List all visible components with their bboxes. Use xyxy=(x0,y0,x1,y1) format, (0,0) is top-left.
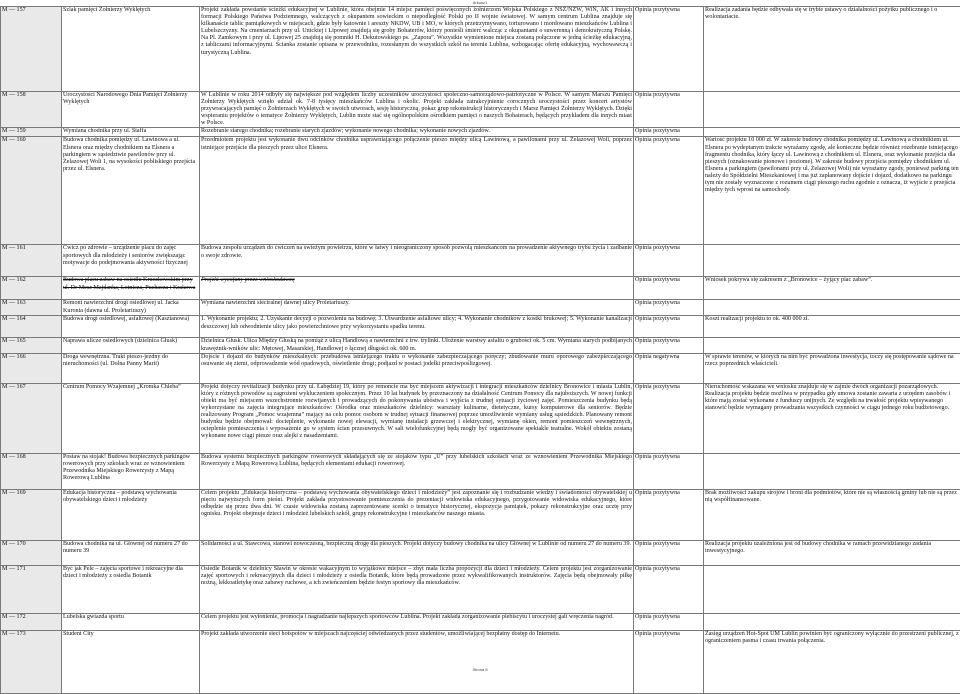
project-id: M — 170 xyxy=(2,541,60,548)
project-name: Budowa drogi osiedlowej, asfaltowej (Kasztanowa) xyxy=(63,316,198,323)
project-id: M — 159 xyxy=(2,128,60,135)
project-id: M — 157 xyxy=(2,7,60,14)
project-name: Budowa chodnika na ul. Głównej od numeru 27 do numeru 39 xyxy=(63,541,198,555)
table-row xyxy=(1,383,960,453)
project-name: Budowa chodnika pomiędzy ul. Lawinowa a ul. Elsnera oraz między chodnikiem na Elsnera a parkingiem w sąsiedztwie pawilonów przy ul. Żelazowej Woli 1, na wysokości pobliskiego przejścia przez ul. Elsnera. xyxy=(63,137,198,172)
project-name: Centrum Pomocy Wzajemnej „Kromka Chleba” xyxy=(63,384,198,391)
project-description: Przedmiotem projektu jest wykonanie dwu odcinków chodnika usprawniającego połączenie pieszo między ulicą Lawinową, a pawilonami przy ul. Żelazowej Woli, poprzez istniejące przejście dla pieszych przez ulice Elsnera. xyxy=(201,137,632,151)
project-id: M — 173 xyxy=(2,631,60,638)
project-id: M — 169 xyxy=(2,490,60,497)
project-id: M — 164 xyxy=(2,316,60,323)
project-description: Celem projektu jest wyłonienie, promocja i nagradzanie najlepszych sportowców Lublina. Projekt zakłada zorganizowanie plebiscytu i uroczystej gali wręczenia nagród. xyxy=(201,614,632,621)
project-opinion: Opinia pozytywna xyxy=(635,631,702,638)
project-name: Ćwicz po zdrowie – urządzenie placu do zajęć sportowych dla młodzieży i seniorów zwiększając motywacje do podejmowania aktywności fizycznej xyxy=(63,245,198,266)
project-opinion: Opinia pozytywna xyxy=(635,384,702,391)
project-name: Postaw na stojak! Budowa bezpiecznych parkingów rowerowych przy szkołach wraz ze wznowieniem Przewodnika Miejskiego Rowerzysty z Mapą Rowerową Lublina xyxy=(63,454,198,482)
project-opinion: Opinia pozytywna xyxy=(635,92,702,99)
project-remarks: Realizacja zadania będzie odbywała się w trybie ustawy o działalności pożytku publicznego i o wolontariacie. xyxy=(705,7,959,21)
table-row xyxy=(1,128,960,137)
table-row xyxy=(1,540,960,565)
project-id: M — 171 xyxy=(2,566,60,573)
project-description: Wymiana nawierzchni sieciralnej dawnej ulicy Proletariuszy. xyxy=(201,300,632,307)
project-opinion: Opinia pozytywna xyxy=(635,316,702,323)
project-remarks: Brak możliwości zakupu strojów i broni dla podmiotów, które nie są własnością gminy lub nie są przez nią współfinansowane. xyxy=(705,490,959,504)
table-row xyxy=(1,245,960,277)
project-remarks: Koszt realizacji projektu to ok. 400 000 zł. xyxy=(705,316,959,323)
project-remarks: Wniosek pokrywa się zakresem z „Bronowice – żyjący plac zabaw”. xyxy=(705,277,959,284)
project-description: W Lublinie w roku 2014 odbyły się największe pod względem liczby uczestników uroczystości społeczno-samorządowo-patriotyczne w Polsce. W samym Marszu Pamięci Żołnierzy Wyklętych wzięło udział ok. 7-8 tysięcy mieszkańców Lublina i okolic. Projekt zakłada zatrakcyjnienie corocznych uroczystości przez koncert artystów przywracających pamięć o Żołnierzach Wyklętych w swoich utworach, sesję historyczną, pokaz grup rekonstrukcji historycznych i Marsz Pamięci Żołnierzy Wyklętych. Dzięki wspieraniu projektów o tematyce Żołnierzy Wyklętych, Lublin może stać się ogólnopolskim ośrodkiem pamięci o naszych Bohaterach, będących przykładem dla innych miast w Polsce. xyxy=(201,92,632,127)
project-name: Remont nawierzchni drogi osiedlowej ul. Jacka Kuronia (dawna ul. Proletariuszy) xyxy=(63,300,198,314)
table-row xyxy=(1,613,960,630)
project-id: M — 162 xyxy=(2,277,60,284)
project-description: 1. Wykonanie projektu; 2. Uzyskanie decyzji o pozwoleniu na budowę; 3. Utwardzenie asfaltowe ulicy; 4. Wykonanie chodników z kostki brukowej; 5. Wykonanie kanalizacji deszczowej lub odwodnienie ulicy jako powierzchniowe przy wykorzystaniu spadku terenu. xyxy=(201,316,632,330)
sheet-title: Arkusz1 xyxy=(0,0,960,6)
project-opinion: Opinia pozytywna xyxy=(635,277,702,284)
project-id: M — 160 xyxy=(2,137,60,144)
project-name: Lubelska gwiazda sportu xyxy=(63,614,198,621)
project-opinion: Opinia pozytywna xyxy=(635,490,702,497)
project-id: M — 168 xyxy=(2,454,60,461)
projects-table xyxy=(0,6,960,694)
table-row xyxy=(1,277,960,300)
project-remarks: Wartość projektu 10 000 zł. W zakresie budowy chodnika pomiędzy ul. Lawinową a chodnikiem ul. Elsnera po wydeptanym trakcie wyraźamy zgodę, ale konieczne będzie również rozebranie istniejącego fragmentu chodnika, który łączy ul. Lawinową z chodnikiem ul. Elsnera, oraz wykonanie przejścia dla pieszych (oznakowanie pionowe i poziome). W zakresie budowy przejścia pomiędzy chodnikiem ul. Elsnera a parkingiem (pawilonami przy ul. Żelazowej Woli) nie wyrażamy zgody, ponieważ parking ten należy do Spółdzielni Mieszkaniowej i ma już zapłanowany dojście i dojazd, dodatkowo na parkingu tym nie zostały wyznaczone z rozumem ciągi pieszego ruchu zgodnie z oznacza, iż wyjście z przejścia między tych wprost na samochody. xyxy=(705,137,959,194)
project-description: Budowa systemu bezpiecznych parkingów rowerowych składających się ze stojaków typu „U” przy lubelskich szkołach wraz ze wznowieniem Przewodnika Miejskiego Rowerzysty z Mapą Rowerową Lublina, będących elementami edukacji rowerowej. xyxy=(201,454,632,468)
project-description: Projekt zakłada utworzenie sieci hotspotów w miejscach najczęściej odwiedzanych przez studentów, umożliwiającej bezpłatny dostęp do Internetu. xyxy=(201,631,632,638)
project-id: M — 163 xyxy=(2,300,60,307)
project-description: Solidarności a ul. Stawcowa, stanowi nowoczesną, bezpieczną drogę dla pieszych. Projekt dotyczy budowy chodnika na ulicy Głównej w Lublinie od numeru 27 do numeru 39. xyxy=(201,541,632,548)
projects-table-body xyxy=(1,7,960,694)
project-opinion: Opinia pozytywna xyxy=(635,541,702,548)
project-id: M — 166 xyxy=(2,354,60,361)
table-row xyxy=(1,489,960,540)
project-name: Być jak Pele – zajęcia sportowe i rekreacyjne dla dzieci i młodzieży z osiedla Botanik xyxy=(63,566,198,580)
project-name: Uroczystości Narodowego Dnia Pamięci Żołnierzy Wyklętych xyxy=(63,92,198,106)
table-row xyxy=(1,137,960,245)
project-opinion: Opinia pozytywna xyxy=(635,128,702,135)
project-name: Naprawa ulicze osiedlowych (dzielnica Głusk) xyxy=(63,338,198,345)
project-opinion: Opinia pozytywna xyxy=(635,566,702,573)
table-row xyxy=(1,92,960,128)
project-description: Osiedle Botanik w dzielnicy Sławin w okresie wakacyjnym to wyjątkowe miejsce – zbyt mała liczba propozycji dla dzieci i młodzieży. Celem projektu jest zorganizowanie zajęć sportowych i rekreacyjnych dla dzieci i młodzieży z osiedla Botanik, które będą prowadzone przez wykwalifikowanych instruktorów. Zajęcia będą obejmowały piłkę nożną, lekkoatletykę oraz zabawy ruchowe, a ich zwieńczeniem będzie festyn sportowy dla mieszkańców. xyxy=(201,566,632,587)
project-opinion: Opinia pozytywna xyxy=(635,137,702,144)
table-row xyxy=(1,353,960,383)
project-opinion: Opinia pozytywna xyxy=(635,614,702,621)
project-opinion: Opinia pozytywna xyxy=(635,338,702,345)
project-description: Projekt wycofany przez wnioskodawcę xyxy=(201,277,632,284)
project-name: Budowa placu zabaw na osiedlu Kruczkowskim przy ul. Dr Mesz Majdanka, Lotnicza, Puchacza i Krakowa xyxy=(63,277,198,291)
project-remarks: W sprawie terenów, w których na nim być prowadzona inwestycja, toczy się postępowanie sądowe na rzecz poprzednich właścicieli. xyxy=(705,354,959,368)
project-name: Student City xyxy=(63,631,198,638)
project-description: Dojście i dojazd do budynków mieszkalnych: przebudowa istniejącego traktu o wykonanie zabezpieczającego poręczy; zbudowanie muru oporowego zabezpieczającego osuwanie się ziemi, odprowadzenie wód opadowych, oświetlenie drogi; podjazd w postaci jodełki przeciwpoślizgowej. xyxy=(201,354,632,368)
project-id: M — 161 xyxy=(2,245,60,252)
project-opinion: Opinia negatywna xyxy=(635,354,702,361)
project-description: Dzielnica Głusk. Ulica Między Głuską na pomiąż z ulicą Handlową a nawierzchni z trw. trylinki. Ułożenie warstwy asfaltu o grubości ok. 5 cm. Wymiana starych podbijanych krawężnik-wników ulic: Mętowej, Masarskiej, Handlowej o łącznej długości ok. 600 m. xyxy=(201,338,632,352)
project-remarks: Zasięg urządzeń Hot-Spot UM Lublin powinien być ograniczony wyłącznie do przestrzeni publicznej, z ograniczeniem pasma i czasu trwania połączenia. xyxy=(705,631,959,645)
project-description: Projekt zakłada powstanie ścieżki edukacyjnej w Lublinie, która obejmie 14 miejsc pamięci poświęconych żołnierzom Wojska Polskiego z NSZ/NZW, WiN, AK i innych formacji Polskiego Państwa Podziemnego, walczących z okupantem sowieckim o niepodległość Polski po II wojnie światowej. W samym centrum Lublina znajduje się kilkanaście tablic pamiątkowych w miejscach, gdzie były katownie i areszty NKDW, UB i MO, w których przetrzymywano, torturowano i mordowano mieszkańców Lublina i Lubelszczyzny. Na cmentarzach przy ul. Unickiej i Lipowej znajdują się groby Bohaterów, którzy ponieśli śmierć walcząc z okupantami o suwerenną i demokratyczną Polskę. Na Pl. Zamkowym i przy ul. Lipowej 25 znajdują się pomniki H. Dekutowskiego ps. „Zapora”. Wszystkie wymienione miejsca zostaną połączone w jedną ścieżkę edukacyjną, z tabliczami informacyjnymi. Ścianka zostanie opisana w przewodniku, rozesłanym do wszystkich szkół na terenie Lublina, wzbogacając ofertę edukacyjną, wychowawczą i turystyczną Lublina. xyxy=(201,7,632,57)
table-row xyxy=(1,316,960,338)
table-row xyxy=(1,300,960,316)
project-remarks: Realizacja projektu uzależniona jest od budowy chodnika w ramach przewidzianego zadania inwestycyjnego. xyxy=(705,541,959,555)
table-row xyxy=(1,338,960,353)
project-remarks: Nieruchomość wskazana we wniosku znajduje się w zajmie dwóch organizacji pozarządowych. Realizacja projektu będzie możliwa w przypadku gdy umowa zostanie zawarta z urzędem zasobów i które mają zostać wykonane z funduszy unijnych. Ze względu na trwałość projektu wpisywanego stanowić będzie wymagany prowadzania wszystkich czynności w ciągu jednego roku budżetowego. xyxy=(705,384,959,412)
project-description: Celem projektu „Edukacja historyczna – podstawą wychowania obywatelskiego dzieci i młodzieży” jest zapoznanie się i rozbudzanie wiedzy i świadomości obywatelskiej u pięciu najwyższych form pieśni. Projekt zakłada przystosowanie pomieszczenia do prezentacji widowiska edukacyjnego, przygotowanie widowiska edukacyjnego, które odbędzie się przez dwa dni. W czasie widowiska zostaną zaprezentowane scenki o tematyce historycznej, ekspozycja pamiątek, pokazy rekonstrukcyjne oraz ucztę przy ognisku. Projekt obejmuje dzieci i młodzież lubelskich szkół, grupy rekonstrukcyjne i mieszkańców naszego miasta. xyxy=(201,490,632,518)
table-row xyxy=(1,453,960,489)
project-description: Rozebranie starego chodnika; rozebranie starych zjazdów; wykonanie nowego chodnika; wykonanie nowych zjazdów. xyxy=(201,128,632,135)
table-row xyxy=(1,630,960,693)
project-name: Wymiana chodnika przy ul. Staffa xyxy=(63,128,198,135)
project-opinion: Opinia pozytywna xyxy=(635,300,702,307)
project-id: M — 158 xyxy=(2,92,60,99)
project-name: Szlak pamięci Żołnierzy Wyklętych xyxy=(63,7,198,14)
project-opinion: Opinia pozytywna xyxy=(635,245,702,252)
project-opinion: Opinia pozytywna xyxy=(635,7,702,14)
project-description: Projekt dotyczy revitalizacji budynku przy ul. Łabędziej 19, który po remoncie ma być miejscem aktywizacji i integracji mieszkańców dzielnicy Bronowice i miasta Lublin, który z różnych powodów są zagrożeni wykluczeniem społecznym. Przez 10 lat budynek by przeznaczony na działalność Centrum Pomocy dla najuboższych. W nowej funkcji obiekt ma być miejscem wszechstronnie rozwijanych i prowadzących do pokonywania ubóstwa i wyjścia z trudnej sytuacji życiowej zajęć. Pomieszczenia budynku będą wykorzystane na zajęcia integrujące mieszkańców: Ośrodka oraz mieszkańców dzielnicy: warsztaty kulinarne, dietetyczne, kursy komputerowe dla seniorów. Będzie realizowany Program „Pomoc wzajemna” mający na celu pomoc osobom w trudnej sytuacji finansowej poprzez umożliwienie wymiany usług sąsiedzkich. Planowany remont budynku będzie obejmował: docieplenie, wykonanie nowej elewacji, wymianę instalacji grzewczej i elektrycznej, wymianę okien, remont pomieszczeń wewnętrznych, ocieplenie pomieszczenia i wyposażenie go w system ścian przesuwnych. W sali wielofunkcyjnej będą mogły być organizowane spektakle teatralne. Wokół obiektu zostaną wykonane nowe ciągi piesze oraz alejki z nasadzeniami. xyxy=(201,384,632,441)
page-number: Strona 8 xyxy=(0,667,960,672)
project-name: Edukacja historyczna – podstawą wychowania obywatelskiego dzieci i młodzieży xyxy=(63,490,198,504)
project-id: M — 167 xyxy=(2,384,60,391)
project-description: Budowa zespołu urządzeń do ćwiczeń na świeżym powietrzu, które w łatwy i nieograniczony sposób pozwolą mieszkańcom na prowadzenie aktywnego trybu życia i zadbanie o swoje zdrowie. xyxy=(201,245,632,259)
project-name: Droga wewnętrzna. Trakt pieszo-jezdny do nieruchomości (ul. Dolna Panny Marii) xyxy=(63,354,198,368)
table-row xyxy=(1,7,960,92)
table-row xyxy=(1,565,960,613)
project-id: M — 172 xyxy=(2,614,60,621)
project-id: M — 165 xyxy=(2,338,60,345)
project-opinion: Opinia pozytywna xyxy=(635,454,702,461)
